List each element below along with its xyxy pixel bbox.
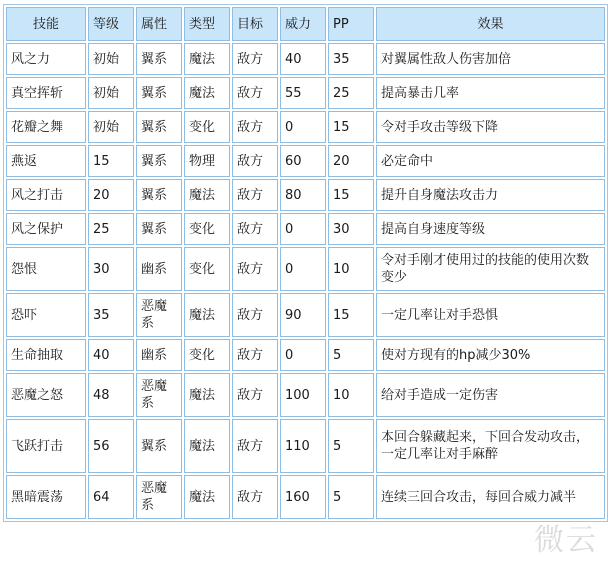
- cell-target: 敌方: [232, 43, 278, 75]
- table-row: [6, 111, 605, 143]
- cell-skill: 生命抽取: [6, 339, 86, 371]
- cell-skill: 黑暗震荡: [6, 475, 86, 519]
- cell-level: 64: [88, 475, 134, 519]
- cell-skill: 花瓣之舞: [6, 111, 86, 143]
- cell-level: 15: [88, 145, 134, 177]
- cell-level: 56: [88, 419, 134, 473]
- cell-type: 变化: [184, 111, 230, 143]
- cell-effect: 令对手攻击等级下降: [376, 111, 605, 143]
- cell-power: 100: [280, 373, 326, 417]
- cell-type: 魔法: [184, 77, 230, 109]
- cell-pp: 25: [328, 77, 374, 109]
- cell-effect: 提高暴击几率: [376, 77, 605, 109]
- skill-table: [3, 4, 608, 522]
- cell-pp: 10: [328, 373, 374, 417]
- table-row: [6, 373, 605, 417]
- table-row: [6, 43, 605, 75]
- cell-target: 敌方: [232, 419, 278, 473]
- cell-type: 魔法: [184, 475, 230, 519]
- cell-attribute: 翼系: [136, 43, 182, 75]
- cell-power: 90: [280, 293, 326, 337]
- cell-skill: 风之力: [6, 43, 86, 75]
- cell-level: 30: [88, 247, 134, 291]
- cell-level: 48: [88, 373, 134, 417]
- cell-target: 敌方: [232, 373, 278, 417]
- cell-effect: 提升自身魔法攻击力: [376, 179, 605, 211]
- cell-type: 魔法: [184, 373, 230, 417]
- cell-power: 0: [280, 213, 326, 245]
- cell-skill: 风之打击: [6, 179, 86, 211]
- cell-target: 敌方: [232, 145, 278, 177]
- cell-pp: 20: [328, 145, 374, 177]
- cell-type: 魔法: [184, 419, 230, 473]
- cell-power: 60: [280, 145, 326, 177]
- cell-attribute: 幽系: [136, 247, 182, 291]
- cell-pp: 35: [328, 43, 374, 75]
- cell-effect: 必定命中: [376, 145, 605, 177]
- table-row: [6, 419, 605, 473]
- header-target: 目标: [232, 7, 278, 41]
- watermark: 微云: [534, 523, 598, 558]
- cell-skill: 恶魔之怒: [6, 373, 86, 417]
- table-row: [6, 179, 605, 211]
- cell-level: 25: [88, 213, 134, 245]
- cell-effect: 一定几率让对手恐惧: [376, 293, 605, 337]
- cell-target: 敌方: [232, 111, 278, 143]
- header-attribute: 属性: [136, 7, 182, 41]
- cell-effect: 给对手造成一定伤害: [376, 373, 605, 417]
- cell-attribute: 翼系: [136, 145, 182, 177]
- cell-pp: 15: [328, 179, 374, 211]
- cell-type: 魔法: [184, 179, 230, 211]
- cell-type: 变化: [184, 339, 230, 371]
- cell-attribute: 翼系: [136, 77, 182, 109]
- cell-power: 0: [280, 111, 326, 143]
- table-row: [6, 247, 605, 291]
- cell-target: 敌方: [232, 339, 278, 371]
- cell-power: 40: [280, 43, 326, 75]
- cell-pp: 5: [328, 419, 374, 473]
- cell-skill: 恐吓: [6, 293, 86, 337]
- cell-skill: 怨恨: [6, 247, 86, 291]
- cell-level: 35: [88, 293, 134, 337]
- cell-attribute: 恶魔系: [136, 373, 182, 417]
- cell-pp: 30: [328, 213, 374, 245]
- header-row: [6, 7, 605, 41]
- cell-target: 敌方: [232, 293, 278, 337]
- cell-power: 0: [280, 247, 326, 291]
- cell-skill: 真空挥斩: [6, 77, 86, 109]
- cell-attribute: 恶魔系: [136, 475, 182, 519]
- cell-power: 160: [280, 475, 326, 519]
- cell-effect: 使对方现有的hp减少30%: [376, 339, 605, 371]
- header-pp: PP: [328, 7, 374, 41]
- header-effect: 效果: [376, 7, 605, 41]
- cell-pp: 15: [328, 293, 374, 337]
- cell-attribute: 翼系: [136, 111, 182, 143]
- cell-type: 变化: [184, 247, 230, 291]
- cell-level: 初始: [88, 43, 134, 75]
- cell-effect: 连续三回合攻击，每回合威力减半: [376, 475, 605, 519]
- cell-type: 物理: [184, 145, 230, 177]
- cell-target: 敌方: [232, 77, 278, 109]
- cell-power: 110: [280, 419, 326, 473]
- cell-power: 80: [280, 179, 326, 211]
- cell-level: 初始: [88, 111, 134, 143]
- cell-attribute: 恶魔系: [136, 293, 182, 337]
- cell-type: 变化: [184, 213, 230, 245]
- cell-level: 20: [88, 179, 134, 211]
- cell-type: 魔法: [184, 43, 230, 75]
- cell-skill: 燕返: [6, 145, 86, 177]
- table-row: [6, 213, 605, 245]
- cell-type: 魔法: [184, 293, 230, 337]
- cell-effect: 提高自身速度等级: [376, 213, 605, 245]
- cell-level: 初始: [88, 77, 134, 109]
- cell-skill: 飞跃打击: [6, 419, 86, 473]
- cell-level: 40: [88, 339, 134, 371]
- table-row: [6, 293, 605, 337]
- table-row: [6, 145, 605, 177]
- cell-effect: 令对手刚才使用过的技能的使用次数变少: [376, 247, 605, 291]
- cell-pp: 5: [328, 475, 374, 519]
- table-row: [6, 475, 605, 519]
- header-skill: 技能: [6, 7, 86, 41]
- cell-effect: 对翼属性敌人伤害加倍: [376, 43, 605, 75]
- cell-target: 敌方: [232, 213, 278, 245]
- cell-pp: 5: [328, 339, 374, 371]
- header-power: 威力: [280, 7, 326, 41]
- cell-effect: 本回合躲藏起来，下回合发动攻击，一定几率让对手麻醉: [376, 419, 605, 473]
- table-row: [6, 77, 605, 109]
- cell-power: 55: [280, 77, 326, 109]
- cell-target: 敌方: [232, 179, 278, 211]
- cell-target: 敌方: [232, 247, 278, 291]
- cell-power: 0: [280, 339, 326, 371]
- cell-target: 敌方: [232, 475, 278, 519]
- cell-pp: 10: [328, 247, 374, 291]
- cell-attribute: 翼系: [136, 213, 182, 245]
- table-row: [6, 339, 605, 371]
- cell-attribute: 幽系: [136, 339, 182, 371]
- cell-attribute: 翼系: [136, 419, 182, 473]
- header-type: 类型: [184, 7, 230, 41]
- table-body: [6, 43, 605, 519]
- cell-attribute: 翼系: [136, 179, 182, 211]
- cell-skill: 风之保护: [6, 213, 86, 245]
- cell-pp: 15: [328, 111, 374, 143]
- header-level: 等级: [88, 7, 134, 41]
